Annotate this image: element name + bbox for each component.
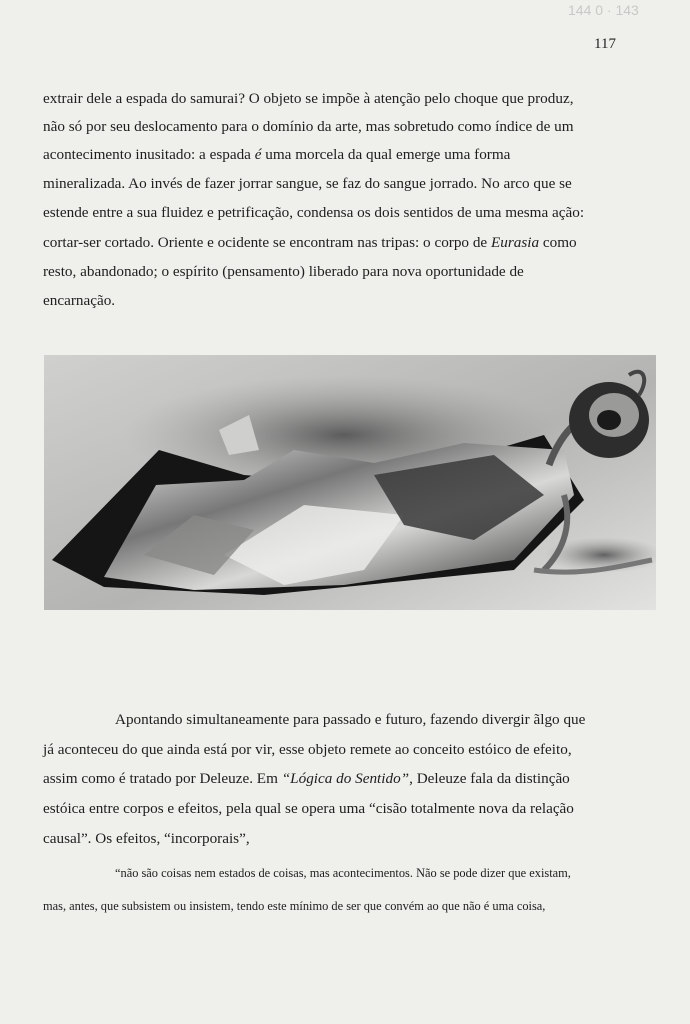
text-span: como xyxy=(539,234,577,251)
text-span: acontecimento inusitado: a espada xyxy=(43,146,255,163)
corner-annotation: 144 0 · 143 xyxy=(568,2,639,18)
text-line: resto, abandonado; o espírito (pensamento) liberado para nova oportunidade de xyxy=(43,263,524,280)
text-line xyxy=(43,770,570,788)
quote-line: “não são coisas nem estados de coisas, mas acontecimentos. Não se pode dizer que existam, xyxy=(115,866,571,880)
text-line: extrair dele a espada do samurai? O objeto se impõe à atenção pelo choque que produz, xyxy=(43,90,574,107)
text-span: cortar-ser cortado. Oriente e ocidente se encontram nas tripas: o corpo de xyxy=(43,234,491,251)
text-span: uma morcela da qual emerge uma forma xyxy=(261,146,511,163)
text-line xyxy=(43,146,510,164)
text-span: assim como é tratado por Deleuze. Em xyxy=(43,770,282,787)
italic-text: “Lógica do Sentido” xyxy=(281,770,410,787)
text-line: estende entre a sua fluidez e petrificação, condensa os dois sentidos de uma mesma ação: xyxy=(43,204,585,221)
italic-text: Eurasia xyxy=(490,234,540,251)
sculpture-photo xyxy=(44,355,656,610)
text-line: causal”. Os efeitos, “incorporais”, xyxy=(43,830,250,847)
page-number: 117 xyxy=(594,36,616,52)
text-line: não só por seu deslocamento para o domínio da arte, mas sobretudo como índice de um xyxy=(43,118,574,135)
text-line: Apontando simultaneamente para passado e futuro, fazendo divergir ãlgo que xyxy=(115,711,586,728)
text-span: , Deleuze fala da distinção xyxy=(409,770,570,787)
quote-line: mas, antes, que subsistem ou insistem, tendo este mínimo de ser que convém ao que não é uma coisa, xyxy=(43,899,546,913)
text-line: estóica entre corpos e efeitos, pela qual se opera uma “cisão totalmente nova da relação xyxy=(43,800,574,817)
text-line xyxy=(43,234,577,252)
text-line: já aconteceu do que ainda está por vir, esse objeto remete ao conceito estóico de efeito, xyxy=(43,741,572,758)
text-line: encarnação. xyxy=(43,292,116,309)
text-line: mineralizada. Ao invés de fazer jorrar sangue, se faz do sangue jorrado. No arco que se xyxy=(43,175,572,192)
italic-text: é xyxy=(254,146,262,163)
